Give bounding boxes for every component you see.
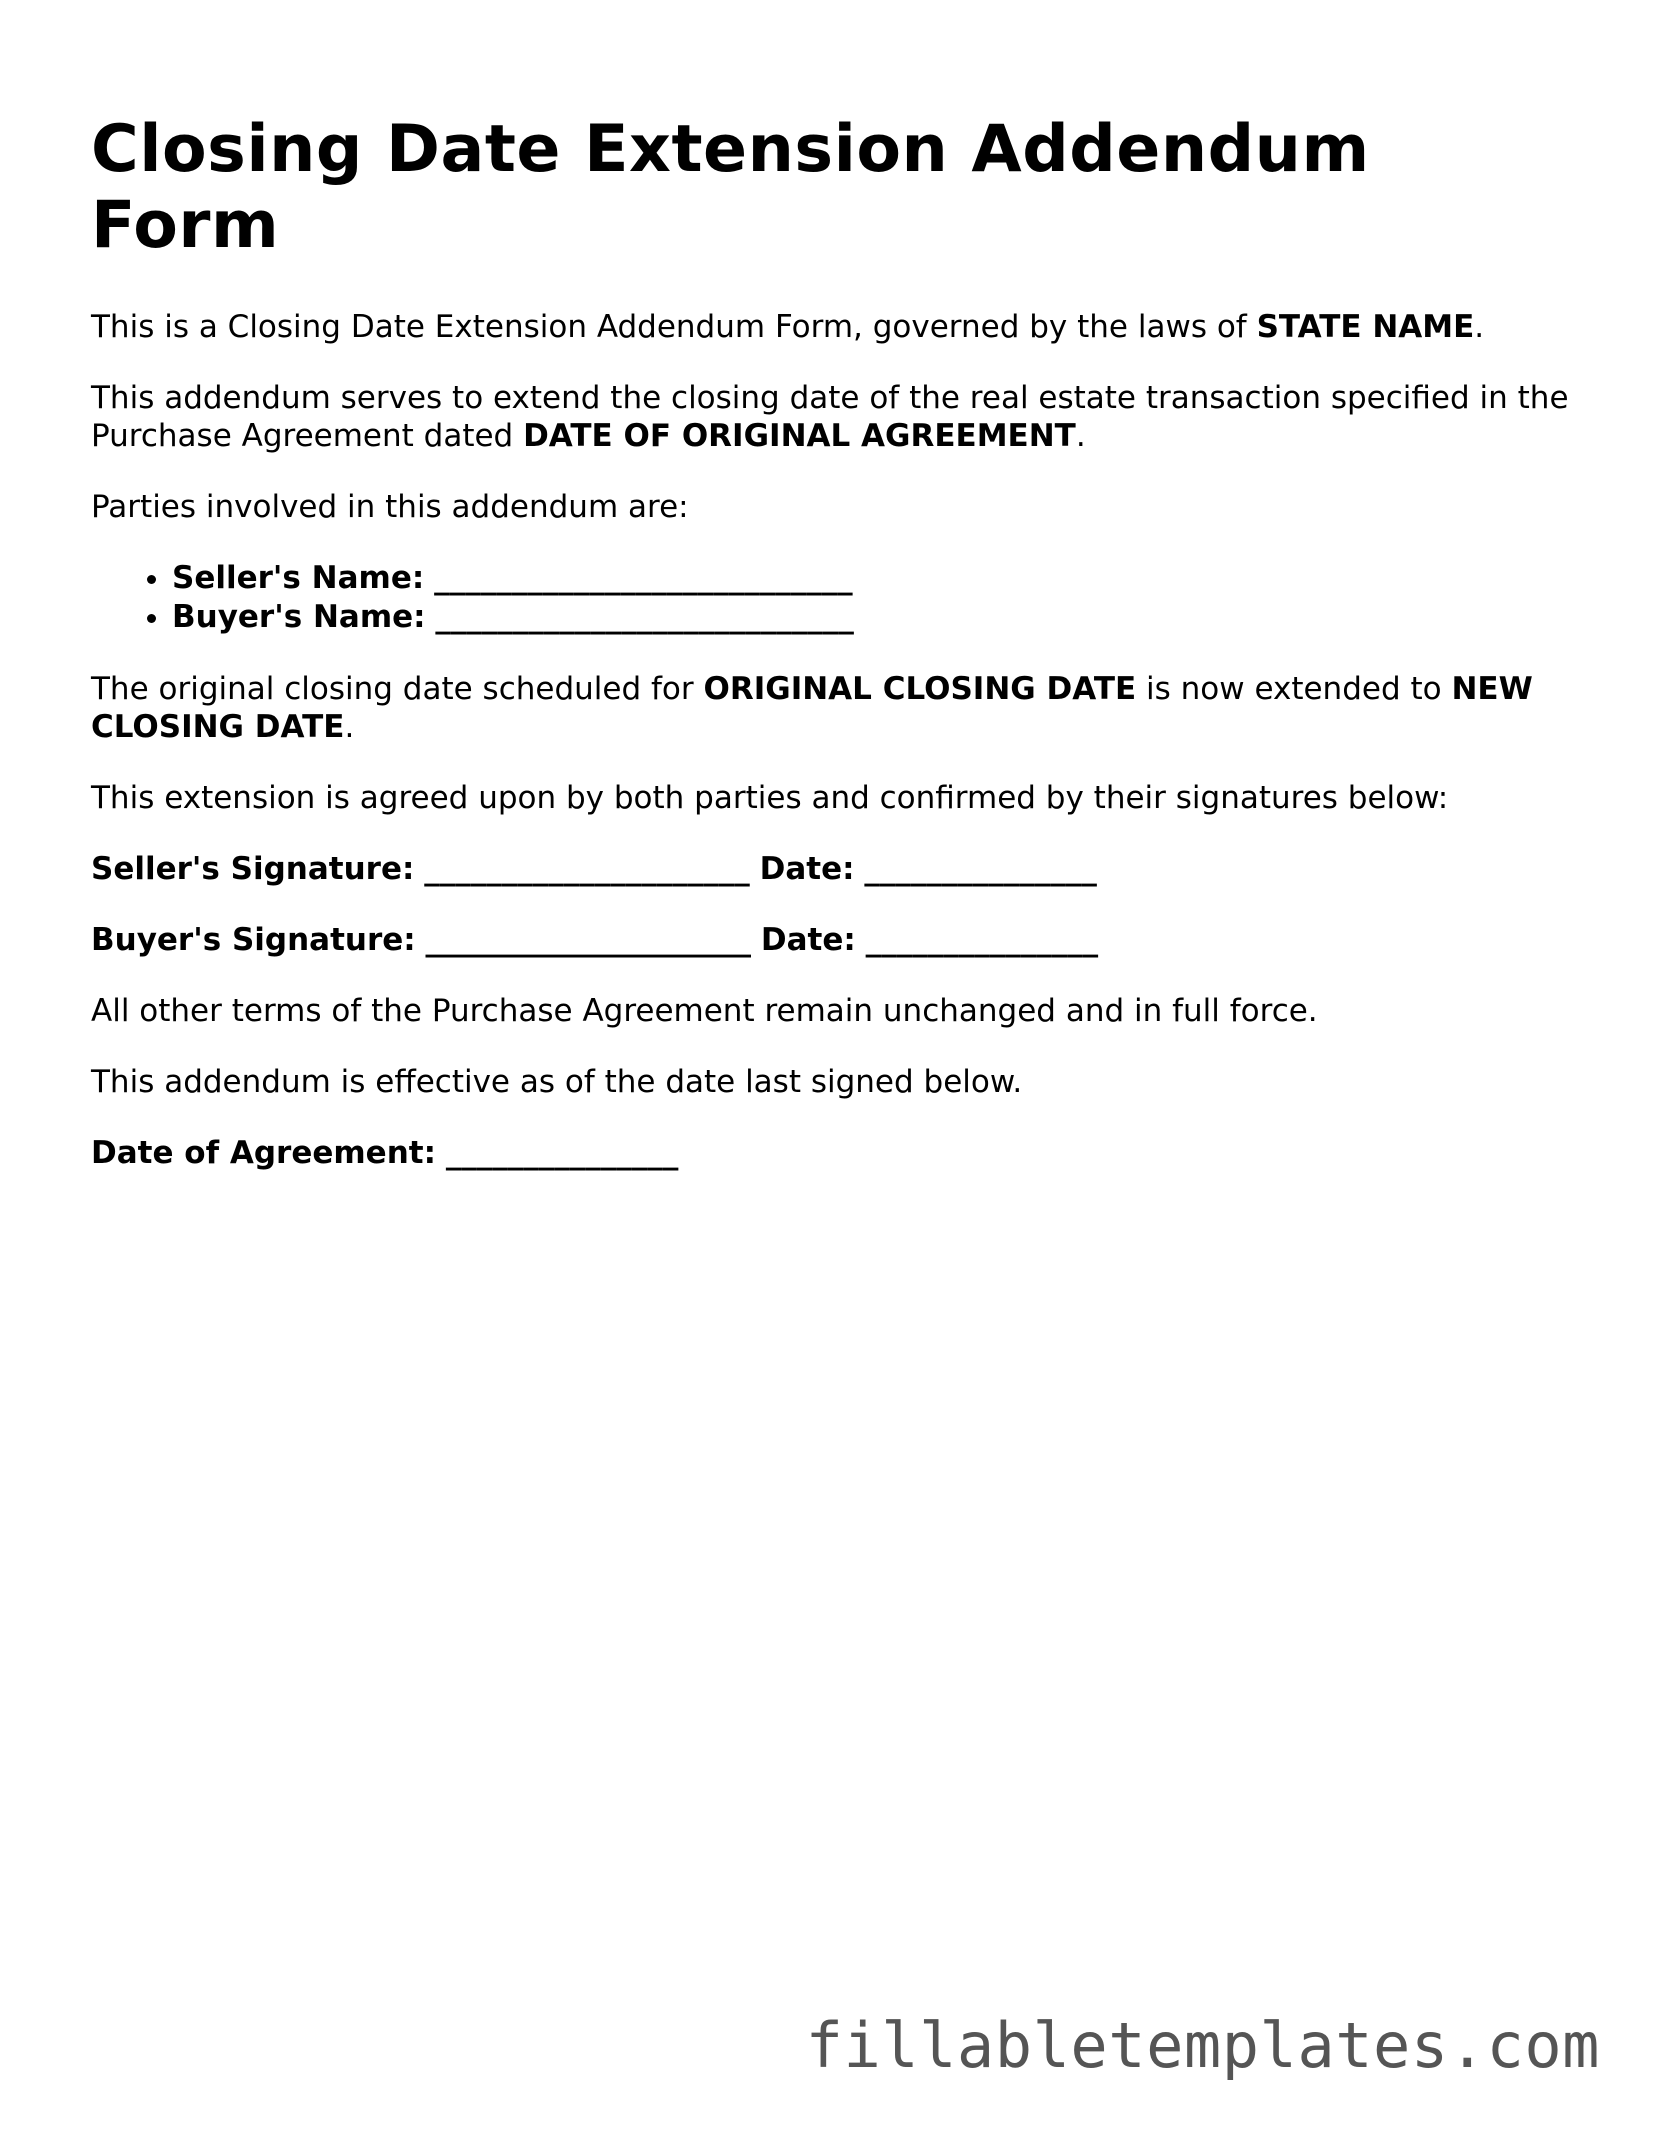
seller-signature-field[interactable]: _____________________ (424, 851, 750, 887)
intro-text: This is a Closing Date Extension Addendum Form, governed by the laws of (91, 309, 1257, 345)
effective-statement: This addendum is effective as of the date last signed below. (91, 1064, 1023, 1100)
seller-name-field[interactable]: ___________________________ (434, 560, 853, 596)
agreement-statement: This extension is agreed upon by both parties and confirmed by their signatures below: (91, 780, 1449, 816)
state-name-placeholder[interactable]: STATE NAME (1256, 309, 1475, 345)
agreement-date-label: Date of Agreement: (91, 1135, 436, 1171)
new-closing-date-placeholder[interactable]: NEW CLOSING DATE (91, 671, 1533, 745)
seller-date-field[interactable]: _______________ (864, 851, 1097, 887)
buyer-signature-label: Buyer's Signature: (91, 922, 416, 958)
purpose-text: This addendum serves to extend the closing date of the real estate transaction specified in the Purchase Agreement dated (91, 380, 1569, 454)
buyer-signature-line (91, 921, 1571, 959)
purpose-paragraph: This addendum serves to extend the closing date of the real estate transaction specified in the Purchase Agreement dated DATE OF ORIGINAL AGREEMENT. (91, 380, 1569, 454)
buyer-signature-field[interactable]: _____________________ (425, 922, 752, 958)
original-closing-date-placeholder[interactable]: ORIGINAL CLOSING DATE (703, 671, 1137, 707)
terms-statement: All other terms of the Purchase Agreement remain unchanged and in full force. (91, 993, 1318, 1029)
list-item (172, 559, 1571, 598)
parties-intro: Parties involved in this addendum are: (91, 489, 689, 525)
footer-brand-watermark: fillabletemplates.com (805, 2009, 1600, 2082)
agreement-date-field[interactable]: _______________ (445, 1135, 679, 1171)
extension-paragraph: The original closing date scheduled for ORIGINAL CLOSING DATE is now extended to NEW CLOSING DATE. (91, 671, 1533, 745)
buyer-date-label: Date: (760, 922, 856, 958)
seller-signature-label: Seller's Signature: (91, 851, 415, 887)
list-item (172, 598, 1571, 637)
seller-date-label: Date: (759, 851, 855, 887)
intro-paragraph: This is a Closing Date Extension Addendum Form, governed by the laws of STATE NAME. (91, 309, 1485, 345)
buyer-date-field[interactable]: _______________ (865, 922, 1099, 958)
seller-signature-line (91, 850, 1571, 888)
seller-name-label: Seller's Name: (172, 560, 425, 596)
document-title: Closing Date Extension Addendum Form (91, 112, 1370, 263)
buyer-name-label: Buyer's Name: (172, 599, 426, 635)
agreement-date-line (91, 1134, 1571, 1172)
original-agreement-date-placeholder[interactable]: DATE OF ORIGINAL AGREEMENT (523, 418, 1076, 454)
buyer-name-field[interactable]: ___________________________ (435, 599, 854, 635)
parties-list (91, 559, 1571, 637)
document-page (91, 112, 1571, 1205)
